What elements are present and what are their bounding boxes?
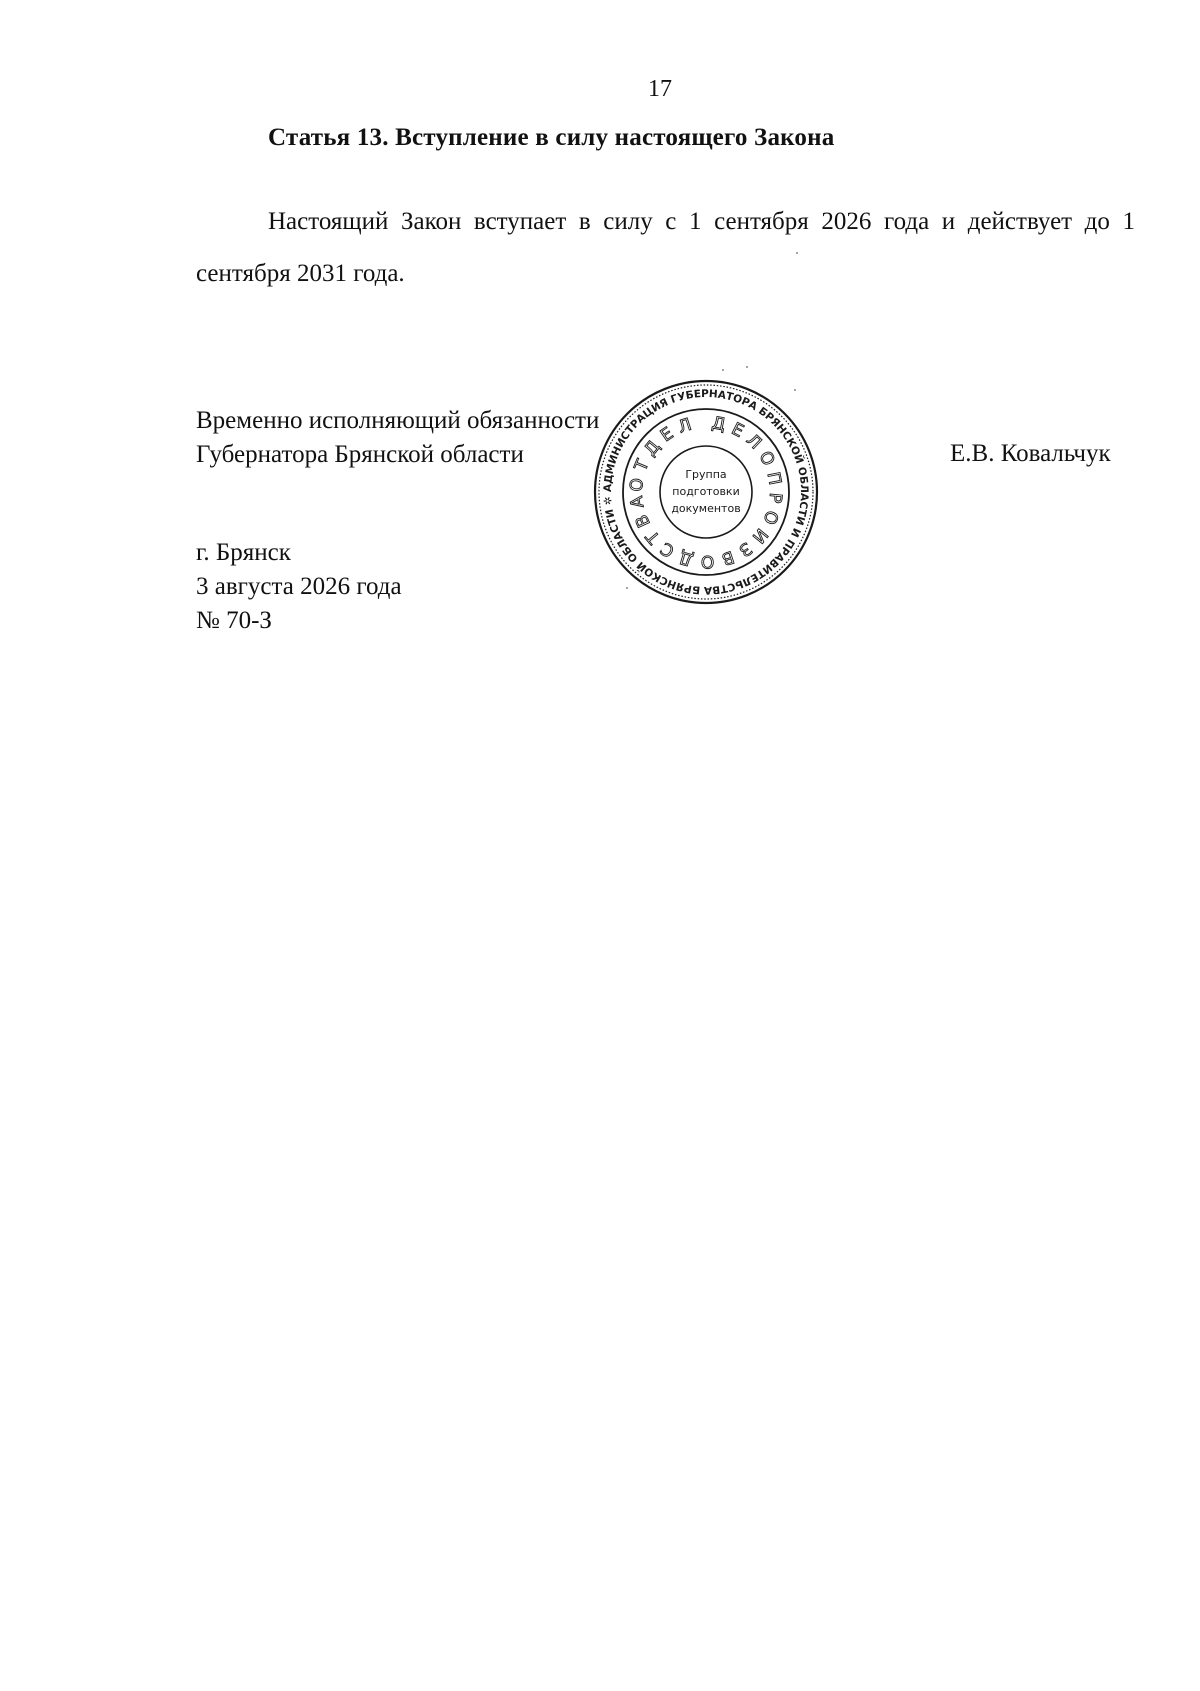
- article-heading: Статья 13. Вступление в силу настоящего Закона: [268, 124, 835, 151]
- article-text: Настоящий Закон вступает в силу с 1 сентября 2026 года и действует до 1 сентября 2031 года.: [196, 208, 1135, 287]
- stamp-center-line1: Группа: [685, 468, 727, 481]
- stamp-center-line3: документов: [671, 502, 741, 515]
- stamp-inner-text: ОТДЕЛ ДЕЛОПРОИЗВОДСТВА: [626, 412, 786, 572]
- place-date-number: [196, 536, 402, 638]
- scan-speck: [794, 389, 796, 391]
- stamp-outer-text: АДМИНИСТРАЦИЯ ГУБЕРНАТОРА БРЯНСКОЙ ОБЛАСТИ И ПРАВИТЕЛЬСТВА БРЯНСКОЙ ОБЛАСТИ ✲: [601, 387, 811, 597]
- scan-speck: [722, 369, 724, 371]
- date: 3 августа 2026 года: [196, 573, 402, 600]
- page-number: 17: [648, 76, 672, 102]
- scan-speck: [626, 587, 628, 589]
- official-stamp: [592, 378, 820, 606]
- law-number: № 70-З: [196, 607, 272, 634]
- stamp-center-line2: подготовки: [672, 485, 740, 498]
- scan-speck: [796, 252, 798, 254]
- signatory-name: Е.В. Ковальчук: [950, 440, 1111, 467]
- signature-position-line2: Губернатора Брянской области: [196, 441, 524, 468]
- city: г. Брянск: [196, 539, 291, 566]
- scan-speck: [746, 366, 748, 368]
- signature-position-line1: Временно исполняющий обязанности: [196, 407, 600, 434]
- signature-position: [196, 404, 599, 472]
